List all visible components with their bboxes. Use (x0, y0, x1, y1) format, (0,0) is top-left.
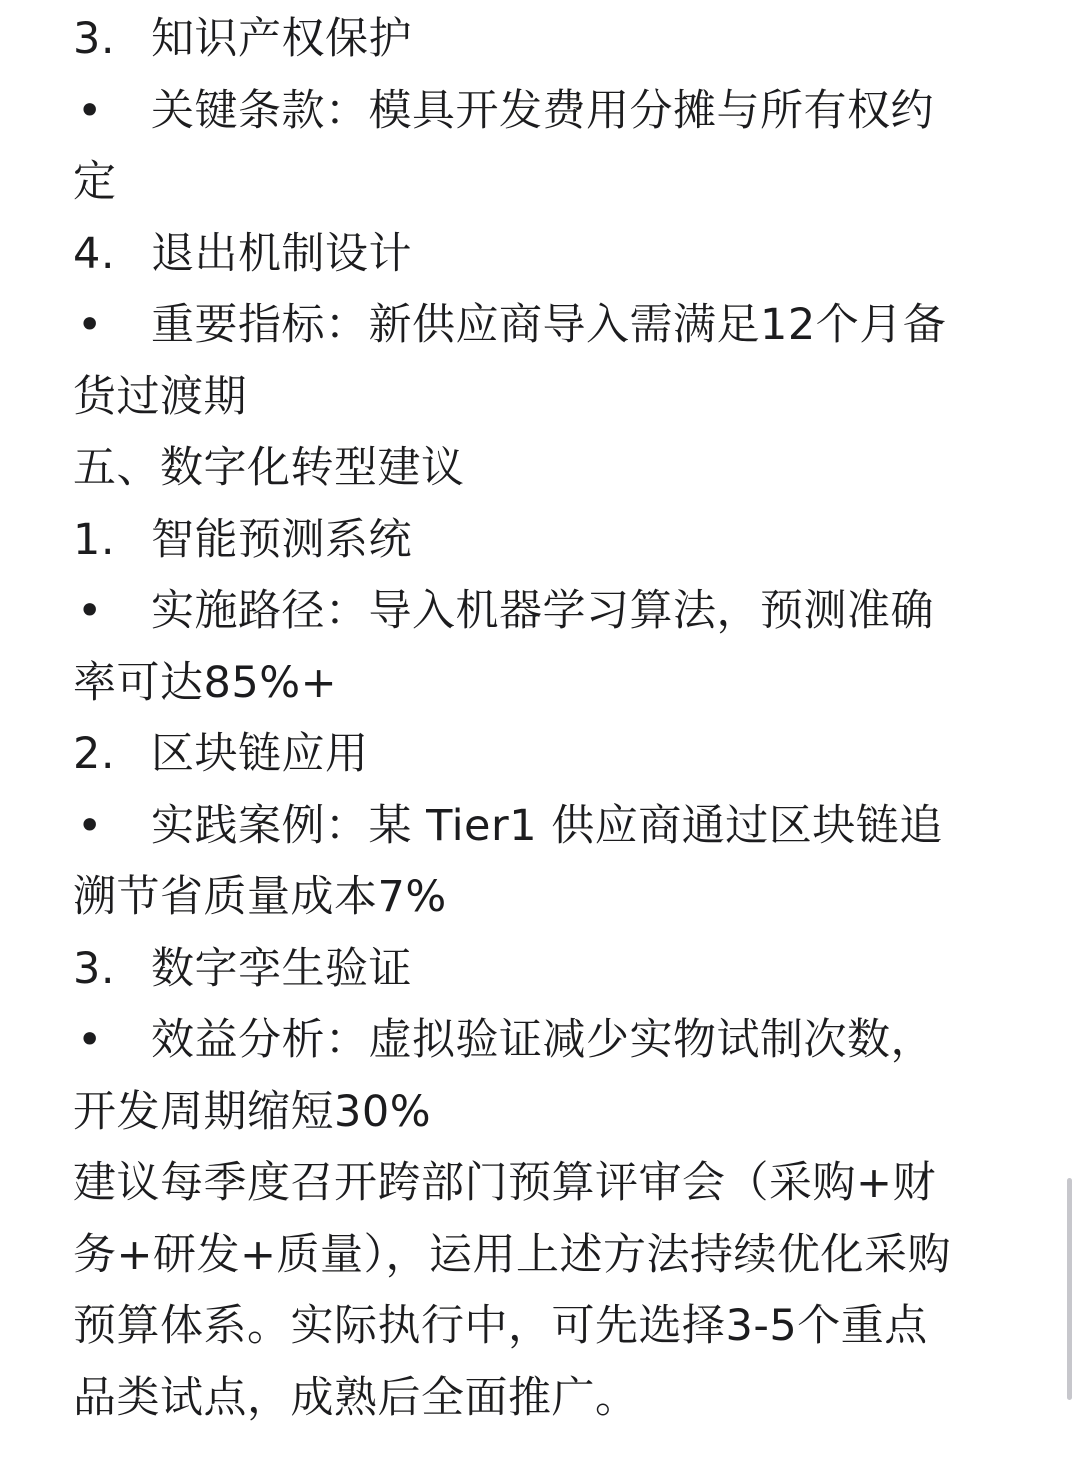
paragraph-line: 务+研发+质量），运用上述方法持续优化采购 (73, 1229, 952, 1280)
document-body (73, 4, 1018, 1434)
bullet-text: 重要指标：新供应商导入需满足12个月备 (151, 300, 947, 350)
numbered-item (73, 505, 1018, 577)
paragraph-line: 预算体系。实际执行中，可先选择3-5个重点 (73, 1301, 928, 1351)
item-number: 4. (73, 228, 116, 279)
bullet-text: 效益分析：虚拟验证减少实物试制次数， (151, 1015, 934, 1065)
item-title: 知识产权保护 (151, 14, 412, 64)
item-title: 智能预测系统 (151, 514, 412, 565)
bullet-text: 实施路径：导入机器学习算法，预测准确 (151, 586, 934, 636)
numbered-item (73, 934, 1018, 1006)
scrollbar-thumb[interactable] (1067, 1178, 1072, 1400)
continuation-line: 开发周期缩短30% (73, 1086, 432, 1137)
bullet-icon: • (77, 1015, 103, 1065)
item-number: 3. (73, 14, 116, 64)
numbered-item (73, 219, 1018, 291)
item-title: 区块链应用 (151, 729, 369, 779)
bullet-item (73, 1005, 1018, 1077)
continuation-line: 定 (73, 157, 117, 207)
item-title: 数字孪生验证 (151, 943, 412, 994)
paragraph-line: 建议每季度召开跨部门预算评审会（采购+财 (73, 1158, 937, 1208)
bullet-text: 关键条款：模具开发费用分摊与所有权约 (151, 85, 934, 136)
bullet-icon: • (77, 800, 103, 851)
bullet-item (73, 791, 1018, 863)
continuation-line: 溯节省质量成本7% (73, 872, 447, 922)
item-number: 1. (73, 514, 116, 565)
continuation-line: 率可达85%+ (73, 657, 338, 708)
bullet-text: 实践案例：某 Tier1 供应商通过区块链追 (151, 800, 943, 851)
bullet-item (73, 576, 1018, 648)
numbered-item (73, 719, 1018, 791)
item-title: 退出机制设计 (151, 228, 412, 279)
bullet-icon: • (77, 300, 103, 350)
bullet-icon: • (77, 85, 103, 136)
section-heading: 五、数字化转型建议 (73, 443, 465, 493)
bullet-item (73, 76, 1018, 148)
item-number: 2. (73, 729, 116, 779)
continuation-line: 货过渡期 (73, 371, 247, 422)
bullet-icon: • (77, 586, 103, 636)
paragraph-line: 品类试点，成熟后全面推广。 (73, 1372, 639, 1423)
bullet-item (73, 290, 1018, 362)
numbered-item (73, 4, 1018, 76)
item-number: 3. (73, 943, 116, 994)
